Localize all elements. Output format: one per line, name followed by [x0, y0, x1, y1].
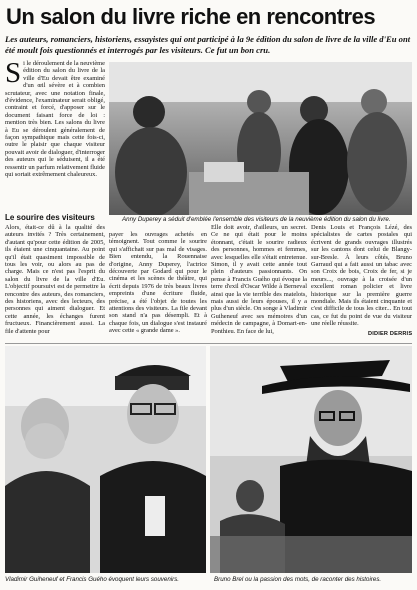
caption-left: Vladimir Guiheneuf et Francis Guého évoquent leurs souvenirs.	[5, 576, 180, 583]
photo-guiheneuf-gueho	[5, 346, 206, 573]
column-1-top-text: i le déroulement de la neuvième édition du salon du livre de la ville d'Eu devait être examiné d'un œil sévère et à combien scrutateur, avec une notation finale, d'évidence, l'examinateur serait obligé, contraint et forcé, d'apposer sur le document faisant force de loi : mention très bien. Les salons du livre à Eu se déroulent généralement de façon sympathique mais cette fois-ci, outre le plaisir que chaque visiteur pouvait avoir de dialoguer, d'interroger des auteurs qui le séduisent, il a été ressentir un parfum relativement fluide qui sortait extrêmement chaleureux.	[5, 60, 105, 179]
lead-paragraph: Les auteurs, romanciers, historiens, essayistes qui ont participé à la 9e édition du salon de livre de la ville d'Eu ont été moult fois questionnés et interrogés par les visiteurs. Ce fut un bon cru.	[5, 34, 411, 55]
headline: Un salon du livre riche en rencontres	[6, 4, 376, 29]
caption-right: Bruno Brel ou la passion des mots, de raconter des histoires.	[214, 576, 382, 583]
column-3	[211, 224, 307, 341]
caption-top: Anny Duperey a séduit d'emblée l'ensemble des visiteurs de la neuvième édition du salon du livre.	[122, 216, 391, 223]
drop-cap: S	[5, 60, 22, 89]
subhead: Le sourire des visiteurs	[5, 213, 95, 222]
column-1-bottom-text: Alors, était-ce dû à la qualité des auteurs invités ? Très certainement, d'autant qu'pour cette édition de 2005, ils étaient une cinquantaine. Au point qu'il était quasiment impossible de tous les voir, ou alors au pas de charge. Mais ce n'est pas l'esprit du salon du livre de la ville d'Eu. L'objectif poursuivi est de permettre la rencontre des auteurs, des romanciers, des historiens, avec des lecteurs, des personnes qui aiment dialoguer. Et cette année, les échanges furent fructueux. Financièrement aussi. La file d'attente pour	[5, 224, 105, 335]
column-3-text: Elle doit avoir, d'ailleurs, un secret. Ce ne qui était pour le moins étonnant, c'était le sourire radieux des personnes, hommes et femmes, avec lesquelles elle s'était entretenue. Simon, il y avait cette année tout plein d'auteurs passionnants. On pense à Francis Guého qui évoque la terre d'exil d'Oscar Wilde à Berneval ainsi que la vie terrible des matelots, mais aussi de leurs épouses, il y a plus d'un siècle. On songe à Vladimir Guiheneuf avec ses mémoires d'un médecin de campagne, à Domart-en-Ponthieu. En face de lui,	[211, 224, 307, 335]
divider	[5, 343, 412, 344]
column-2	[109, 231, 207, 341]
column-4	[311, 224, 412, 328]
column-1-bottom	[5, 224, 105, 342]
author-credit: DIDIER DERRIS	[368, 331, 413, 337]
photo-anny-duperey	[109, 62, 412, 215]
column-1-top	[5, 60, 105, 212]
column-2-text: payer les ouvrages achetés en témoignent. Tout comme le sourire qui s'affichait sur pas mal de visages. Bien entendu, la Rouennaise d'origine, Anny Duperey, l'actrice découverte par Godard qui pour le cinéma et les scènes de théâtre, qui écrit depuis 1976 de très beaux livres empreints d'une écriture fluide, précise, a été l'objet de toutes les attentions des visiteurs. La file devant son stand n'a pas désempli. Et à chaque fois, un dialogue s'est instauré avec cette « grande dame ».	[109, 231, 207, 335]
column-4-text: Denis Louis et François Lézé, des spécialistes de cartes postales qui écrivent de grands ouvrages illustrés sur les cantons dont celui de Blangy-sur-Bresle. À leurs côtés, Bruno Garraud qui a fait aussi un tabac avec son Croix de bois, Croix de fer, si je meurs..., ouvrage à la croisée d'un excellent roman policier et livre historique sur la première guerre mondiale. Mais ils étaient cinquante et c'est difficile de tous les citer... En tout cas, ce fut du point de vue du visiteur une réelle réussite.	[311, 224, 412, 328]
photo-bruno-brel	[210, 346, 412, 573]
